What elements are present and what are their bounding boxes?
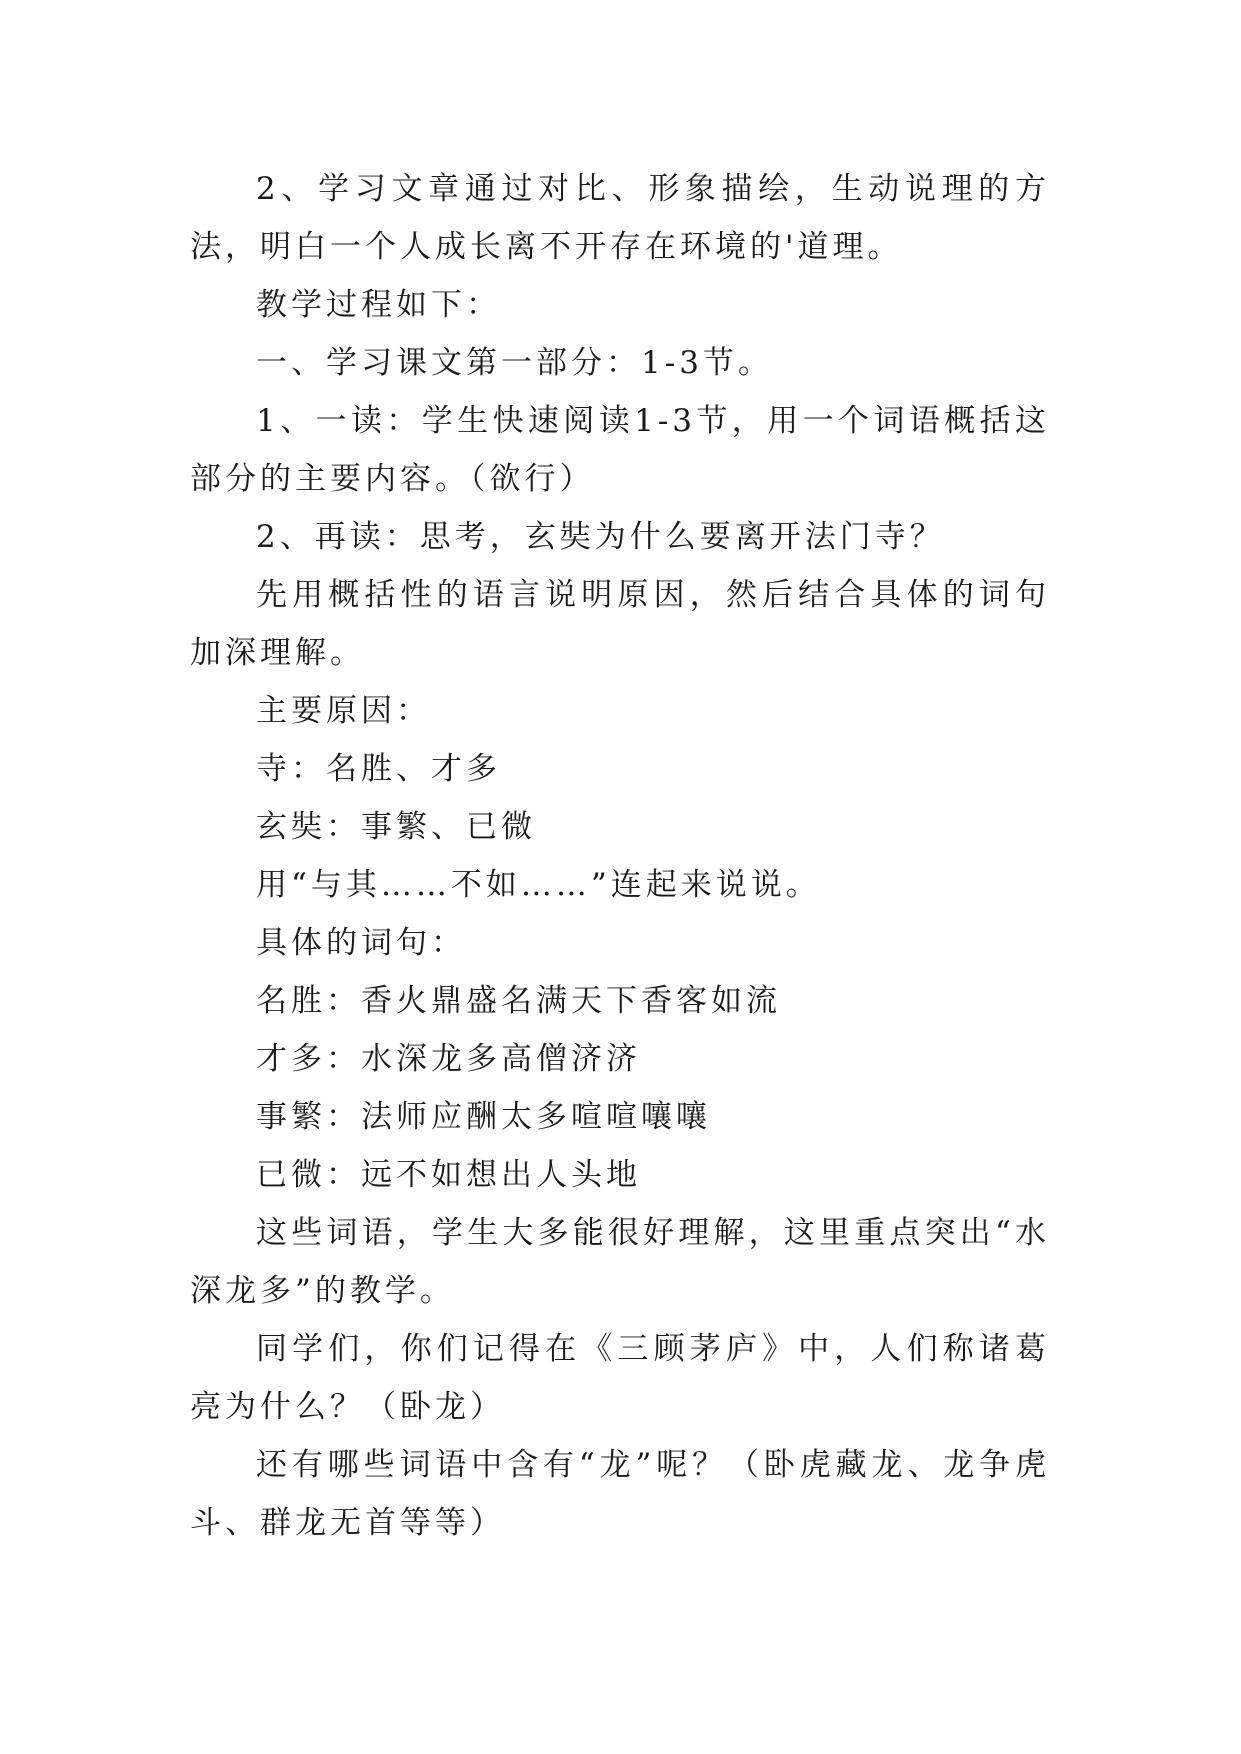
document-body [190, 160, 1050, 1552]
paragraph-question-wolong: 同学们，你们记得在《三顾茅庐》中，人们称诸葛亮为什么？（卧龙） [190, 1331, 1050, 1425]
paragraph-focus: 这些词语，学生大多能很好理解，这里重点突出“水深龙多”的教学。 [190, 1215, 1050, 1309]
paragraph-second-reading: 2、再读：思考，玄奘为什么要离开法门寺？ [256, 519, 945, 555]
paragraph-first-reading: 1、一读：学生快速阅读1-3节，用一个词语概括这部分的主要内容。（欲行） [190, 403, 1050, 497]
paragraph-xuanzang: 玄奘：事繁、已微 [256, 809, 536, 845]
paragraph-connect: 用“与其……不如……”连起来说说。 [256, 867, 821, 903]
paragraph-yiwei: 已微：远不如想出人头地 [256, 1157, 641, 1193]
paragraph-caiduo: 才多：水深龙多高僧济济 [256, 1041, 641, 1077]
paragraph-mingsheng: 名胜：香火鼎盛名满天下香客如流 [256, 983, 781, 1019]
paragraph-main-reasons: 主要原因： [256, 693, 431, 729]
paragraph-process-intro: 教学过程如下： [256, 287, 501, 323]
paragraph-question-dragon-words: 还有哪些词语中含有“龙”呢？（卧虎藏龙、龙争虎斗、群龙无首等等） [190, 1447, 1050, 1541]
paragraph-specific-words: 具体的词句： [256, 925, 466, 961]
paragraph-method: 先用概括性的语言说明原因，然后结合具体的词句加深理解。 [190, 577, 1050, 671]
paragraph-shifan: 事繁：法师应酬太多喧喧嚷嚷 [256, 1099, 711, 1135]
paragraph-part-one-heading: 一、学习课文第一部分：1-3节。 [256, 345, 773, 381]
paragraph-objective-2: 2、学习文章通过对比、形象描绘，生动说理的方法，明白一个人成长离不开存在环境的'道理。 [190, 171, 1050, 265]
paragraph-temple: 寺：名胜、才多 [256, 751, 501, 787]
